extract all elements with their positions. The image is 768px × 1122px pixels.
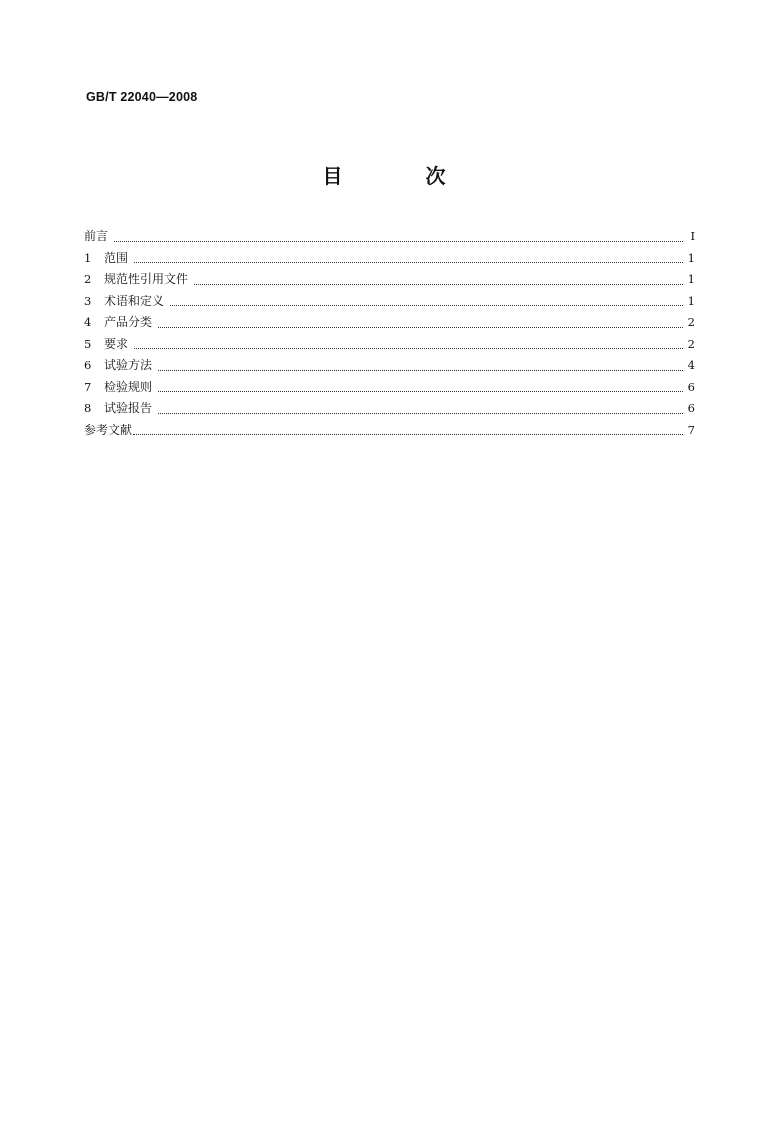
toc-entry-label: 术语和定义 <box>104 293 165 308</box>
toc-entry-number: 6 <box>84 358 92 372</box>
standard-code: GB/T 22040—2008 <box>86 90 198 104</box>
toc-entry-foreword[interactable] <box>84 226 695 248</box>
toc-title: 目 次 <box>322 164 484 188</box>
toc-entry-page: 2 <box>687 336 695 351</box>
toc-entry-number: 2 <box>84 272 92 286</box>
toc-entry-inspection-rules[interactable] <box>84 377 695 399</box>
toc-entry-number: 7 <box>84 379 92 394</box>
toc-entry-bibliography[interactable] <box>84 420 695 442</box>
table-of-contents <box>84 226 695 441</box>
toc-entry-page: 6 <box>687 401 695 415</box>
toc-entry-label: 规范性引用文件 <box>104 272 189 286</box>
toc-entry-page: 1 <box>687 272 695 286</box>
toc-entry-product-classification[interactable] <box>84 312 695 334</box>
toc-entry-number: 3 <box>84 293 92 308</box>
toc-entry-normative-references[interactable] <box>84 269 695 291</box>
toc-leader <box>158 391 683 392</box>
toc-entry-terms-and-definitions[interactable] <box>84 291 695 313</box>
toc-entry-label: 试验方法 <box>104 358 153 372</box>
toc-leader <box>158 413 683 414</box>
toc-leader <box>158 327 683 328</box>
toc-entry-page: 4 <box>687 358 695 372</box>
toc-entry-label: 检验规则 <box>104 379 153 394</box>
toc-entry-number: 8 <box>84 401 92 415</box>
toc-leader <box>134 348 683 349</box>
toc-entry-label: 参考文献 <box>84 422 133 437</box>
toc-entry-label: 试验报告 <box>104 401 153 415</box>
toc-entry-label: 产品分类 <box>104 315 153 329</box>
toc-leader <box>134 262 683 263</box>
toc-entry-number: 5 <box>84 336 92 351</box>
toc-entry-page: 2 <box>687 315 695 329</box>
toc-leader <box>194 284 683 285</box>
toc-entry-test-methods[interactable] <box>84 355 695 377</box>
toc-entry-requirements[interactable] <box>84 334 695 356</box>
toc-entry-page: 1 <box>687 293 695 308</box>
toc-entry-page: 1 <box>687 250 695 265</box>
toc-entry-label: 范围 <box>104 250 129 265</box>
toc-leader <box>158 370 683 371</box>
toc-entry-page: 7 <box>687 422 695 437</box>
toc-leader <box>170 305 683 306</box>
toc-leader <box>133 434 683 435</box>
toc-entry-page: Ⅰ <box>690 229 695 243</box>
toc-entry-label: 要求 <box>104 336 129 351</box>
toc-entry-page: 6 <box>687 379 695 394</box>
toc-entry-scope[interactable] <box>84 248 695 270</box>
toc-entry-number: 4 <box>84 315 92 329</box>
toc-entry-number: 1 <box>84 250 92 265</box>
toc-leader <box>114 241 683 242</box>
toc-entry-label: 前言 <box>84 229 109 243</box>
toc-entry-test-report[interactable] <box>84 398 695 420</box>
